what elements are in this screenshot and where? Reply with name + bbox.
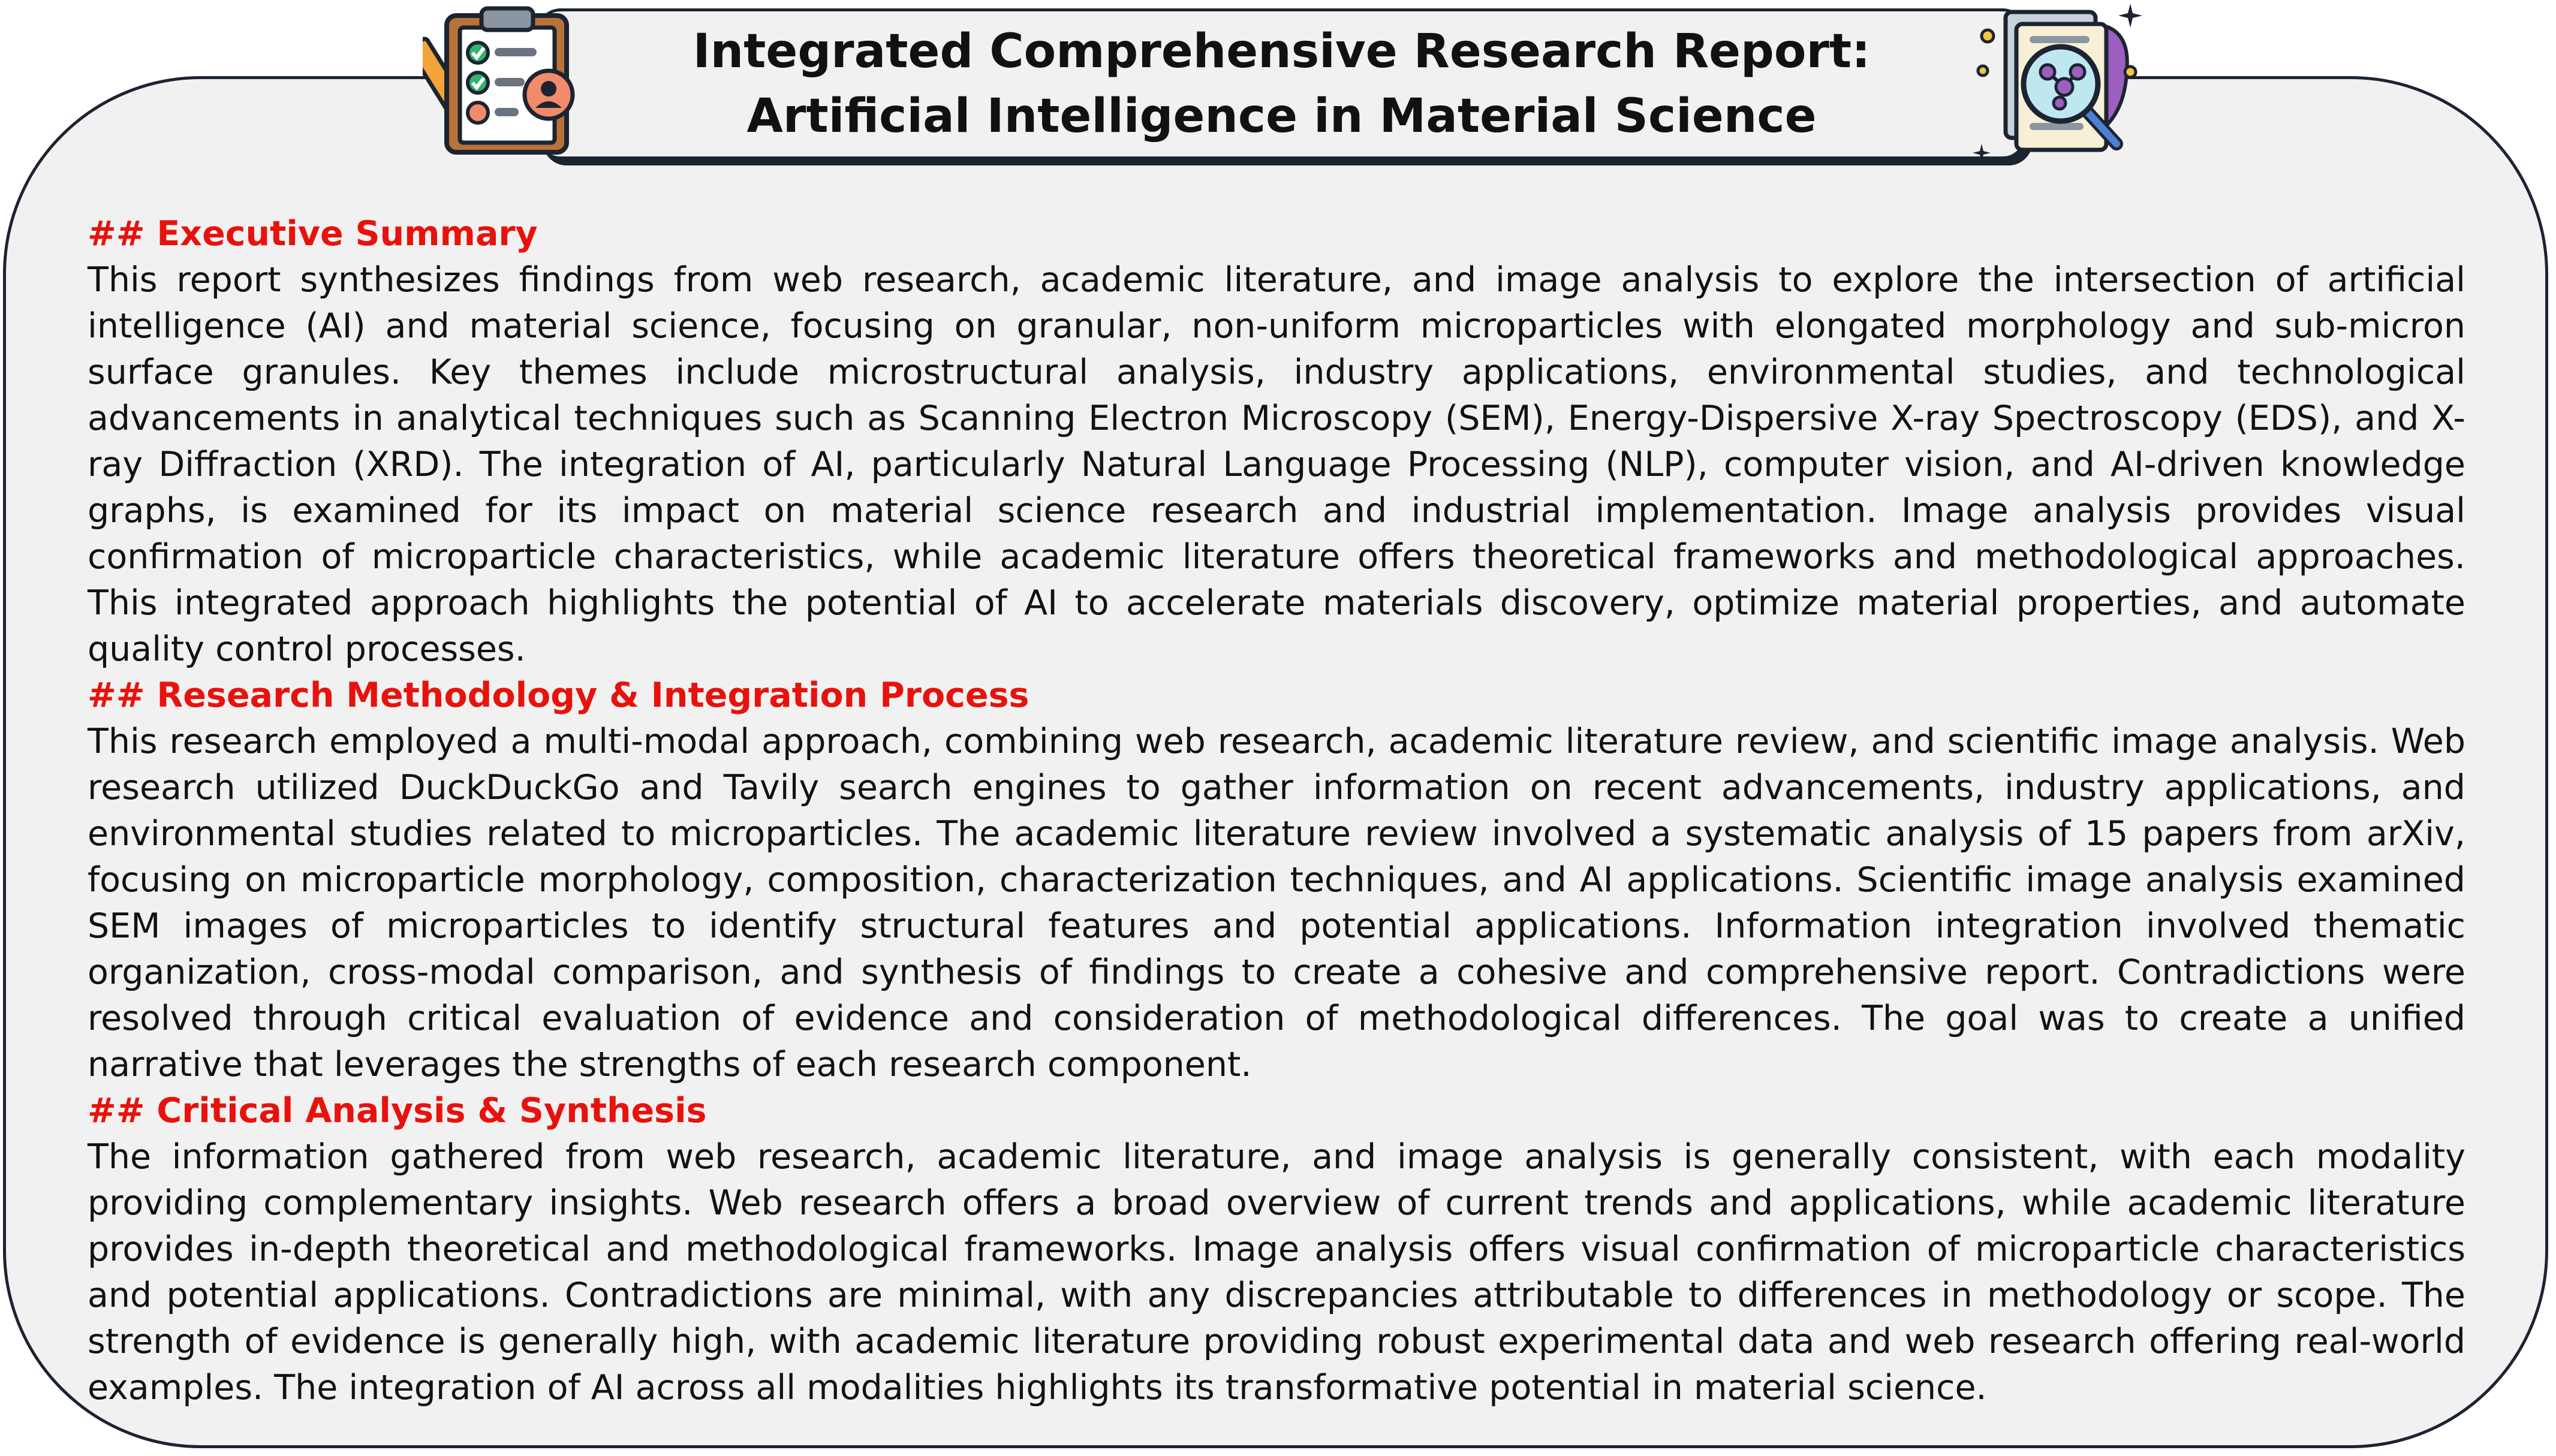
section-executive-summary	[88, 211, 2465, 673]
section-body: The information gathered from web research, academic literature, and image analysis is generally consistent, with each modality providing complementary insights. Web research offers a broad overview of current trends and applications, while academic literature provides in-depth theoretical and methodological frameworks. Image analysis offers visual confirmation of microparticle characteristics and potential applications. Contradictions are minimal, with any discrepancies attributable to differences in methodology or scope. The strength of evidence is generally high, with academic literature providing robust experimental data and web research offering real-world examples. The integration of AI across all modalities highlights its transformative potential in material science.	[88, 1137, 2465, 1407]
checklist-clipboard-icon	[423, 5, 585, 155]
document-magnifier-molecule-icon	[1970, 0, 2143, 169]
section-body: This report synthesizes findings from web research, academic literature, and image analysis to explore the intersection of artificial intelligence (AI) and material science, focusing on granular, non-uniform microparticles with elongated morphology and sub-micron surface granules. Key themes include microstructural analysis, industry applications, environmental studies, and technological advancements in analytical techniques such as Scanning Electron Microscopy (SEM), Energy-Dispersive X-ray Spectroscopy (EDS), and X-ray Diffraction (XRD). The integration of AI, particularly Natural Language Processing (NLP), computer vision, and AI-driven knowledge graphs, is examined for its impact on material science research and industrial implementation. Image analysis provides visual confirmation of microparticle characteristics, while academic literature offers theoretical frameworks and methodological approaches. This integrated approach highlights the potential of AI to accelerate materials discovery, optimize material properties, and automate quality control processes.	[88, 260, 2465, 669]
section-heading: ## Executive Summary	[88, 214, 538, 254]
section-heading: ## Critical Analysis & Synthesis	[88, 1091, 707, 1131]
section-body: This research employed a multi-modal approach, combining web research, academic literature review, and scientific image analysis. Web research utilized DuckDuckGo and Tavily search engines to gather information on recent advancements, industry applications, and environmental studies related to microparticles. The academic literature review involved a systematic analysis of 15 papers from arXiv, focusing on microparticle morphology, composition, characterization techniques, and AI applications. Scientific image analysis examined SEM images of microparticles to identify structural features and potential applications. Information integration involved thematic organization, cross-modal comparison, and synthesis of findings to create a cohesive and comprehensive report. Contradictions were resolved through critical evaluation of evidence and consideration of methodological differences. The goal was to create a unified narrative that leverages the strengths of each research component.	[88, 722, 2465, 1084]
title-banner	[537, 8, 2027, 159]
section-research-methodology	[88, 673, 2465, 1088]
section-critical-analysis	[88, 1088, 2465, 1411]
page-title: Integrated Comprehensive Research Report: Artificial Intelligence in Material Science	[693, 25, 1871, 143]
section-heading: ## Research Methodology & Integration Process	[88, 676, 1029, 715]
report-content	[88, 211, 2465, 1411]
